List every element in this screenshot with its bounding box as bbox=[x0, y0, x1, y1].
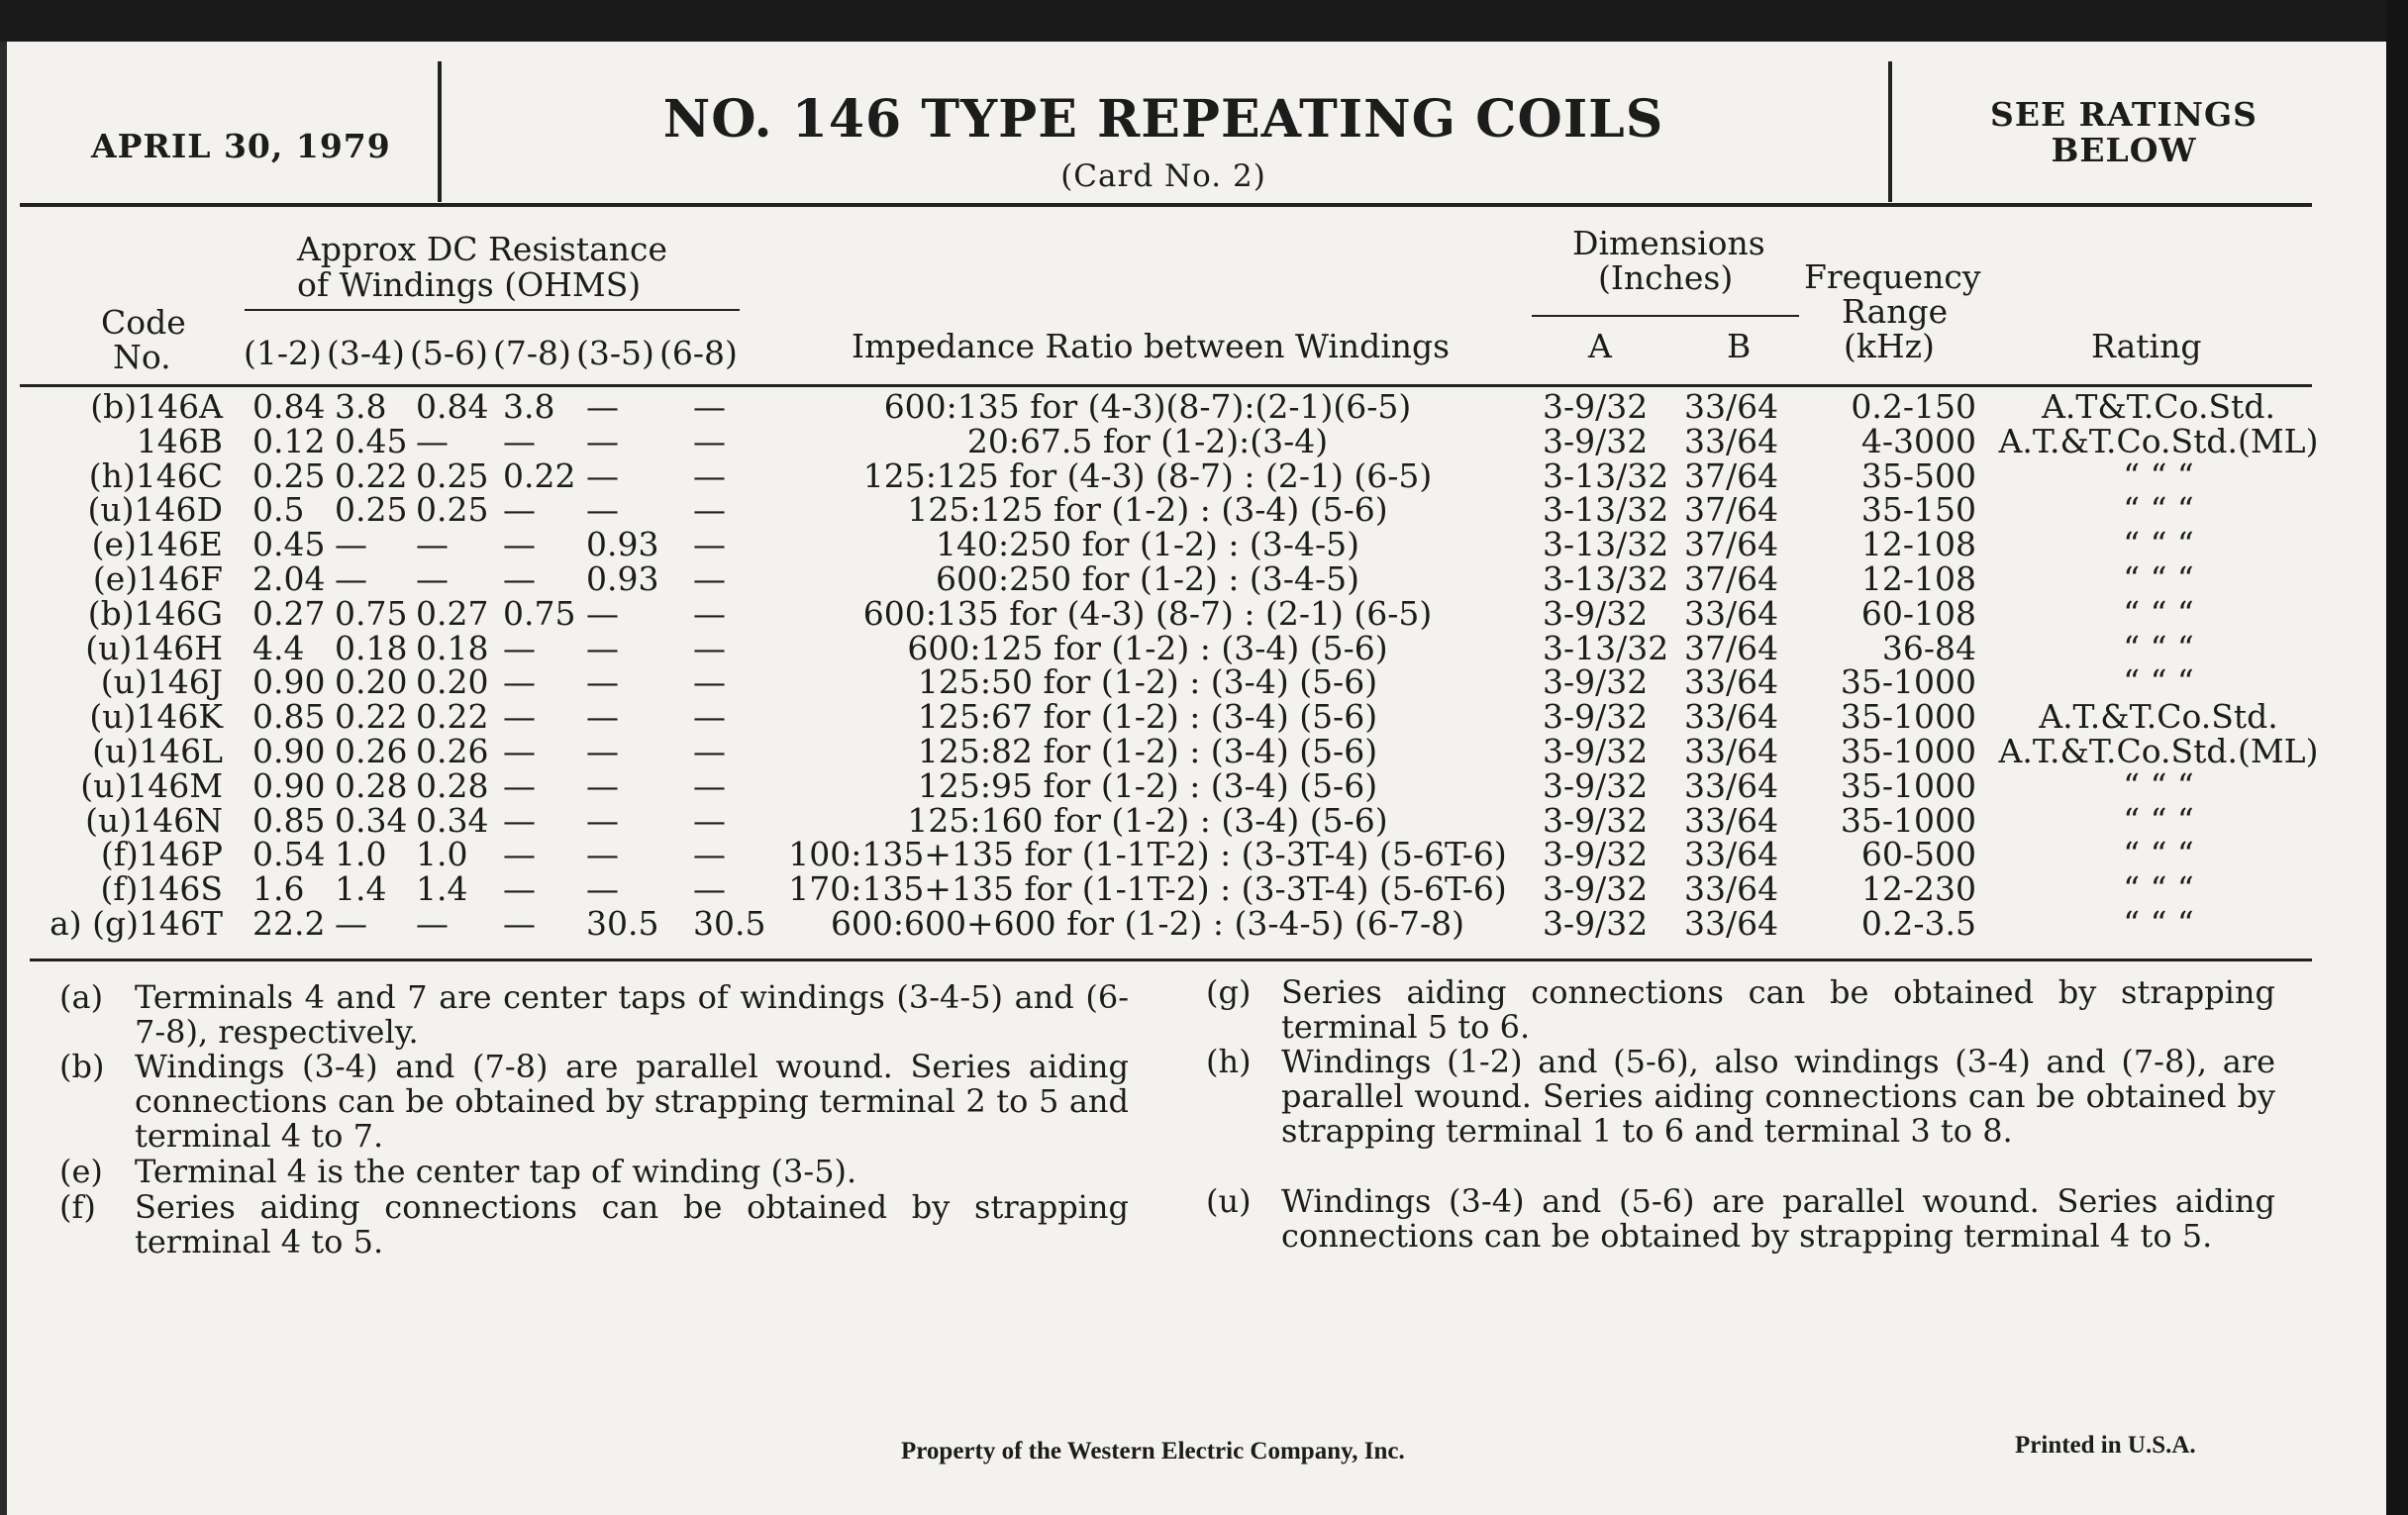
note-e bbox=[59, 1155, 1129, 1189]
impedance-cell: 100:135+135 for (1-1T-2) : (3-3T-4) (5-6T-6) bbox=[788, 835, 1507, 874]
rating-cell: “ “ “ bbox=[2123, 628, 2194, 667]
frequency-cell: 60-500 bbox=[1860, 835, 1976, 874]
resistance-cell: — bbox=[586, 593, 619, 633]
frequency-cell: 12-108 bbox=[1860, 558, 1976, 598]
dim-a-cell: 3-9/32 bbox=[1543, 697, 1649, 737]
see-ratings-line2: BELOW bbox=[2051, 131, 2197, 169]
resistance-cell: 0.22 bbox=[335, 455, 408, 495]
frequency-cell: 36-84 bbox=[1881, 628, 1976, 667]
resistance-cell: 0.25 bbox=[252, 455, 326, 495]
resistance-cell: 0.90 bbox=[252, 731, 326, 770]
impedance-cell: 600:125 for (1-2) : (3-4) (5-6) bbox=[907, 628, 1388, 667]
note-h-text: Windings (1-2) and (5-6), also windings (3-4) and (7-8), are parallel wound. Series aiding connections can be obtained by strapping terminal 1 to 6 and terminal 3 to 8. bbox=[1281, 1043, 2275, 1150]
frequency-cell: 35-500 bbox=[1860, 455, 1976, 495]
resistance-cell: 0.20 bbox=[416, 662, 489, 702]
resistance-cell: — bbox=[693, 525, 726, 564]
frequency-cell: 35-150 bbox=[1860, 490, 1976, 530]
impedance-header: Impedance Ratio between Windings bbox=[852, 327, 1451, 365]
resistance-cell: 30.5 bbox=[586, 903, 659, 943]
dim-b-cell: 37/64 bbox=[1684, 558, 1779, 598]
winding-header-7-8: (7-8) bbox=[493, 334, 571, 372]
frequency-cell: 12-230 bbox=[1860, 869, 1976, 909]
resistance-cell: — bbox=[693, 835, 726, 874]
resistance-cell: 0.22 bbox=[416, 697, 489, 737]
dimensions-header-rule bbox=[1532, 315, 1799, 317]
resistance-cell: — bbox=[503, 628, 536, 667]
dim-a-cell: 3-9/32 bbox=[1543, 903, 1649, 943]
impedance-cell: 600:600+600 for (1-2) : (3-4-5) (6-7-8) bbox=[830, 903, 1465, 943]
dim-a-cell: 3-9/32 bbox=[1543, 593, 1649, 633]
resistance-cell: 0.12 bbox=[252, 421, 326, 460]
impedance-cell: 140:250 for (1-2) : (3-4-5) bbox=[936, 525, 1359, 564]
rating-cell: “ “ “ bbox=[2123, 800, 2194, 840]
note-a bbox=[59, 980, 1129, 1050]
impedance-cell: 600:135 for (4-3) (8-7) : (2-1) (6-5) bbox=[862, 593, 1433, 633]
resistance-cell: — bbox=[335, 558, 367, 598]
rating-cell: A.T&T.Co.Std. bbox=[2042, 387, 2275, 426]
dim-b-cell: 33/64 bbox=[1684, 903, 1779, 943]
printed-in-notice: Printed in U.S.A. bbox=[2015, 1432, 2196, 1459]
frequency-cell: 0.2-150 bbox=[1851, 387, 1976, 426]
note-h bbox=[1206, 1045, 2275, 1149]
impedance-cell: 600:135 for (4-3)(8-7):(2-1)(6-5) bbox=[883, 387, 1412, 426]
resistance-cell: 1.6 bbox=[252, 869, 305, 909]
frequency-cell: 35-1000 bbox=[1840, 662, 1976, 702]
frequency-cell: 0.2-3.5 bbox=[1860, 903, 1976, 943]
resistance-cell: 1.0 bbox=[335, 835, 387, 874]
rating-cell: “ “ “ bbox=[2123, 903, 2194, 943]
resistance-cell: — bbox=[693, 421, 726, 460]
resistance-cell: 0.90 bbox=[252, 662, 326, 702]
resistance-cell: 0.45 bbox=[335, 421, 408, 460]
resistance-cell: — bbox=[693, 697, 726, 737]
resistance-cell: — bbox=[693, 593, 726, 633]
winding-header-3-4: (3-4) bbox=[327, 334, 405, 372]
frequency-cell: 4-3000 bbox=[1860, 421, 1976, 460]
resistance-cell: — bbox=[586, 490, 619, 530]
resistance-cell: 0.27 bbox=[416, 593, 489, 633]
resistance-cell: 1.4 bbox=[335, 869, 387, 909]
code-cell: (e)146F bbox=[92, 558, 223, 598]
dim-a-cell: 3-9/32 bbox=[1543, 835, 1649, 874]
resistance-cell: — bbox=[586, 628, 619, 667]
dim-a-cell: 3-9/32 bbox=[1543, 731, 1649, 770]
dim-b-cell: 37/64 bbox=[1684, 628, 1779, 667]
rating-cell: “ “ “ bbox=[2123, 525, 2194, 564]
note-e-text: Terminal 4 is the center tap of winding (3-5). bbox=[135, 1153, 857, 1190]
dim-b-header: B bbox=[1727, 327, 1752, 365]
resistance-cell: 2.04 bbox=[252, 558, 326, 598]
note-a-label: (a) bbox=[59, 978, 104, 1016]
code-cell: 146B bbox=[136, 421, 223, 460]
dim-a-cell: 3-9/32 bbox=[1543, 800, 1649, 840]
resistance-cell: 0.85 bbox=[252, 697, 326, 737]
frequency-cell: 35-1000 bbox=[1840, 731, 1976, 770]
impedance-cell: 125:82 for (1-2) : (3-4) (5-6) bbox=[917, 731, 1378, 770]
resistance-cell: — bbox=[503, 869, 536, 909]
resistance-cell: — bbox=[586, 800, 619, 840]
resistance-cell: — bbox=[503, 525, 536, 564]
note-e-label: (e) bbox=[59, 1153, 103, 1190]
frequency-cell: 35-1000 bbox=[1840, 697, 1976, 737]
dim-b-cell: 33/64 bbox=[1684, 697, 1779, 737]
resistance-cell: 0.20 bbox=[335, 662, 408, 702]
resistance-cell: 0.26 bbox=[335, 731, 408, 770]
note-a-text: Terminals 4 and 7 are center taps of windings (3-4-5) and (6-7-8), respectively. bbox=[135, 978, 1129, 1051]
resistance-cell: 1.0 bbox=[416, 835, 468, 874]
resistance-cell: 0.22 bbox=[335, 697, 408, 737]
dim-b-cell: 33/64 bbox=[1684, 387, 1779, 426]
scan-top-border bbox=[0, 0, 2408, 42]
dim-b-cell: 33/64 bbox=[1684, 731, 1779, 770]
resistance-cell: 0.85 bbox=[252, 800, 326, 840]
impedance-cell: 125:125 for (4-3) (8-7) : (2-1) (6-5) bbox=[862, 455, 1433, 495]
resistance-cell: 0.34 bbox=[416, 800, 489, 840]
dim-a-cell: 3-13/32 bbox=[1543, 628, 1669, 667]
rating-cell: “ “ “ bbox=[2123, 490, 2194, 530]
note-f bbox=[59, 1190, 1129, 1260]
resistance-cell: — bbox=[693, 765, 726, 805]
dim-a-cell: 3-9/32 bbox=[1543, 662, 1649, 702]
resistance-cell: — bbox=[693, 558, 726, 598]
resistance-cell: — bbox=[416, 903, 449, 943]
resistance-cell: — bbox=[503, 662, 536, 702]
resistance-cell: 0.45 bbox=[252, 525, 326, 564]
dim-a-cell: 3-9/32 bbox=[1543, 421, 1649, 460]
resistance-cell: — bbox=[503, 558, 536, 598]
resistance-cell: 0.5 bbox=[252, 490, 305, 530]
dim-a-cell: 3-9/32 bbox=[1543, 869, 1649, 909]
resistance-header-2: of Windings (OHMS) bbox=[297, 265, 642, 304]
resistance-cell: — bbox=[416, 558, 449, 598]
resistance-cell: — bbox=[503, 800, 536, 840]
resistance-cell: — bbox=[416, 421, 449, 460]
code-cell: (f)146P bbox=[100, 835, 223, 874]
resistance-cell: 0.26 bbox=[416, 731, 489, 770]
note-u-text: Windings (3-4) and (5-6) are parallel wound. Series aiding connections can be obtained by strapping terminal 4 to 5. bbox=[1281, 1182, 2275, 1255]
resistance-cell: 3.8 bbox=[503, 387, 555, 426]
resistance-cell: 0.18 bbox=[335, 628, 408, 667]
code-cell: a) (g)146T bbox=[50, 903, 223, 943]
resistance-cell: — bbox=[693, 387, 726, 426]
resistance-cell: — bbox=[586, 387, 619, 426]
resistance-cell: 0.93 bbox=[586, 558, 659, 598]
frequency-cell: 35-1000 bbox=[1840, 800, 1976, 840]
impedance-cell: 600:250 for (1-2) : (3-4-5) bbox=[936, 558, 1359, 598]
dim-a-cell: 3-13/32 bbox=[1543, 455, 1669, 495]
resistance-cell: — bbox=[693, 800, 726, 840]
impedance-cell: 170:135+135 for (1-1T-2) : (3-3T-4) (5-6T-6) bbox=[788, 869, 1507, 909]
card-number: (Card No. 2) bbox=[1060, 158, 1266, 194]
resistance-cell: 0.75 bbox=[503, 593, 576, 633]
dim-b-cell: 33/64 bbox=[1684, 421, 1779, 460]
dim-a-cell: 3-13/32 bbox=[1543, 558, 1669, 598]
resistance-cell: — bbox=[503, 490, 536, 530]
rating-cell: A.T.&T.Co.Std.(ML) bbox=[1998, 421, 2319, 460]
resistance-cell: — bbox=[693, 490, 726, 530]
note-b-text: Windings (3-4) and (7-8) are parallel wound. Series aiding connections can be obtained by strapping terminal 2 to 5 and terminal 4 to 7. bbox=[135, 1048, 1129, 1155]
code-cell: (u)146J bbox=[100, 662, 223, 702]
code-cell: (u)146N bbox=[85, 800, 223, 840]
dim-b-cell: 37/64 bbox=[1684, 490, 1779, 530]
winding-header-1-2: (1-2) bbox=[244, 334, 322, 372]
rating-cell: “ “ “ bbox=[2123, 558, 2194, 598]
note-g bbox=[1206, 975, 2275, 1045]
dimensions-header-2: (Inches) bbox=[1598, 258, 1734, 297]
resistance-cell: 0.90 bbox=[252, 765, 326, 805]
code-cell: (b)146G bbox=[87, 593, 223, 633]
resistance-cell: — bbox=[693, 455, 726, 495]
frequency-header-3: (kHz) bbox=[1844, 327, 1935, 365]
resistance-cell: — bbox=[693, 628, 726, 667]
dim-a-cell: 3-13/32 bbox=[1543, 490, 1669, 530]
resistance-cell: — bbox=[335, 903, 367, 943]
resistance-cell: 0.28 bbox=[335, 765, 408, 805]
resistance-cell: 0.54 bbox=[252, 835, 326, 874]
resistance-cell: — bbox=[586, 869, 619, 909]
resistance-cell: 0.84 bbox=[416, 387, 489, 426]
impedance-cell: 125:160 for (1-2) : (3-4) (5-6) bbox=[907, 800, 1388, 840]
resistance-cell: 30.5 bbox=[693, 903, 766, 943]
rating-header: Rating bbox=[2091, 327, 2202, 365]
scan-right-border bbox=[2386, 0, 2408, 1515]
rating-cell: A.T.&T.Co.Std.(ML) bbox=[1998, 731, 2319, 770]
dim-a-cell: 3-9/32 bbox=[1543, 387, 1649, 426]
note-u-label: (u) bbox=[1206, 1182, 1252, 1220]
note-b-label: (b) bbox=[59, 1048, 105, 1085]
note-h-label: (h) bbox=[1206, 1043, 1252, 1080]
code-cell: (h)146C bbox=[88, 455, 223, 495]
resistance-cell: 0.84 bbox=[252, 387, 326, 426]
resistance-cell: — bbox=[586, 731, 619, 770]
dim-b-cell: 37/64 bbox=[1684, 525, 1779, 564]
date-stamp: APRIL 30, 1979 bbox=[91, 127, 391, 165]
winding-header-3-5: (3-5) bbox=[576, 334, 654, 372]
resistance-cell: 0.34 bbox=[335, 800, 408, 840]
dimensions-header-1: Dimensions bbox=[1572, 224, 1765, 262]
dim-b-cell: 33/64 bbox=[1684, 662, 1779, 702]
resistance-cell: — bbox=[503, 421, 536, 460]
impedance-cell: 20:67.5 for (1-2):(3-4) bbox=[966, 421, 1329, 460]
dim-a-cell: 3-9/32 bbox=[1543, 765, 1649, 805]
rating-cell: A.T.&T.Co.Std. bbox=[2039, 697, 2278, 737]
rating-cell: “ “ “ bbox=[2123, 662, 2194, 702]
resistance-cell: 0.27 bbox=[252, 593, 326, 633]
impedance-cell: 125:50 for (1-2) : (3-4) (5-6) bbox=[917, 662, 1378, 702]
property-notice: Property of the Western Electric Company, Inc. bbox=[901, 1438, 1405, 1464]
note-u bbox=[1206, 1184, 2275, 1254]
resistance-cell: 0.22 bbox=[503, 455, 576, 495]
resistance-cell: 3.8 bbox=[335, 387, 387, 426]
dim-a-cell: 3-13/32 bbox=[1543, 525, 1669, 564]
resistance-cell: — bbox=[503, 835, 536, 874]
resistance-cell: — bbox=[586, 455, 619, 495]
dim-b-cell: 33/64 bbox=[1684, 765, 1779, 805]
impedance-cell: 125:95 for (1-2) : (3-4) (5-6) bbox=[917, 765, 1378, 805]
rating-cell: “ “ “ bbox=[2123, 835, 2194, 874]
impedance-cell: 125:67 for (1-2) : (3-4) (5-6) bbox=[917, 697, 1378, 737]
rating-cell: “ “ “ bbox=[2123, 765, 2194, 805]
impedance-cell: 125:125 for (1-2) : (3-4) (5-6) bbox=[907, 490, 1388, 530]
see-ratings-note bbox=[1891, 97, 2357, 168]
winding-header-6-8: (6-8) bbox=[659, 334, 738, 372]
resistance-cell: 0.18 bbox=[416, 628, 489, 667]
frequency-header-2: Range bbox=[1842, 292, 1949, 331]
table-bottom-rule bbox=[30, 959, 2312, 961]
scan-left-edge bbox=[0, 42, 7, 1515]
rating-cell: “ “ “ bbox=[2123, 593, 2194, 633]
dim-a-header: A bbox=[1588, 327, 1612, 365]
note-f-label: (f) bbox=[59, 1188, 96, 1226]
col-code-label-2: No. bbox=[113, 338, 171, 376]
resistance-cell: — bbox=[586, 662, 619, 702]
resistance-cell: — bbox=[503, 731, 536, 770]
winding-header-5-6: (5-6) bbox=[410, 334, 488, 372]
header-rule bbox=[20, 203, 2312, 207]
resistance-cell: — bbox=[335, 525, 367, 564]
resistance-cell: 0.25 bbox=[416, 490, 489, 530]
code-cell: (u)146K bbox=[89, 697, 223, 737]
note-g-label: (g) bbox=[1206, 973, 1252, 1011]
code-cell: (b)146A bbox=[90, 387, 223, 426]
resistance-cell: — bbox=[503, 903, 536, 943]
dim-b-cell: 33/64 bbox=[1684, 869, 1779, 909]
resistance-header-rule bbox=[245, 309, 740, 311]
note-f-text: Series aiding connections can be obtained by strapping terminal 4 to 5. bbox=[135, 1188, 1129, 1261]
dim-b-cell: 37/64 bbox=[1684, 455, 1779, 495]
frequency-cell: 12-108 bbox=[1860, 525, 1976, 564]
resistance-cell: — bbox=[693, 731, 726, 770]
code-cell: (u)146H bbox=[85, 628, 223, 667]
code-cell: (f)146S bbox=[100, 869, 223, 909]
col-code-label-1: Code bbox=[101, 303, 186, 342]
resistance-cell: — bbox=[693, 662, 726, 702]
note-b bbox=[59, 1050, 1129, 1154]
resistance-cell: 0.25 bbox=[335, 490, 408, 530]
resistance-cell: 4.4 bbox=[252, 628, 305, 667]
resistance-cell: 0.93 bbox=[586, 525, 659, 564]
rating-cell: “ “ “ bbox=[2123, 455, 2194, 495]
resistance-cell: — bbox=[503, 765, 536, 805]
dim-b-cell: 33/64 bbox=[1684, 835, 1779, 874]
dim-b-cell: 33/64 bbox=[1684, 800, 1779, 840]
code-cell: (u)146L bbox=[92, 731, 223, 770]
resistance-cell: — bbox=[503, 697, 536, 737]
frequency-header-1: Frequency bbox=[1804, 257, 1981, 296]
dim-b-cell: 33/64 bbox=[1684, 593, 1779, 633]
frequency-cell: 60-108 bbox=[1860, 593, 1976, 633]
note-g-text: Series aiding connections can be obtained by strapping terminal 5 to 6. bbox=[1281, 973, 2275, 1046]
resistance-cell: — bbox=[586, 697, 619, 737]
resistance-cell: 1.4 bbox=[416, 869, 468, 909]
see-ratings-line1: SEE RATINGS bbox=[1989, 95, 2258, 134]
code-cell: (e)146E bbox=[91, 525, 223, 564]
resistance-cell: — bbox=[586, 421, 619, 460]
resistance-cell: 0.28 bbox=[416, 765, 489, 805]
resistance-cell: — bbox=[586, 765, 619, 805]
page-title: NO. 146 TYPE REPEATING COILS bbox=[662, 89, 1664, 150]
resistance-header-1: Approx DC Resistance bbox=[297, 230, 668, 268]
code-cell: (u)146M bbox=[80, 765, 223, 805]
resistance-cell: 0.75 bbox=[335, 593, 408, 633]
resistance-cell: — bbox=[693, 869, 726, 909]
resistance-cell: — bbox=[586, 835, 619, 874]
resistance-cell: — bbox=[416, 525, 449, 564]
rating-cell: “ “ “ bbox=[2123, 869, 2194, 909]
code-cell: (u)146D bbox=[87, 490, 223, 530]
frequency-cell: 35-1000 bbox=[1840, 765, 1976, 805]
resistance-cell: 0.25 bbox=[416, 455, 489, 495]
resistance-cell: 22.2 bbox=[252, 903, 326, 943]
